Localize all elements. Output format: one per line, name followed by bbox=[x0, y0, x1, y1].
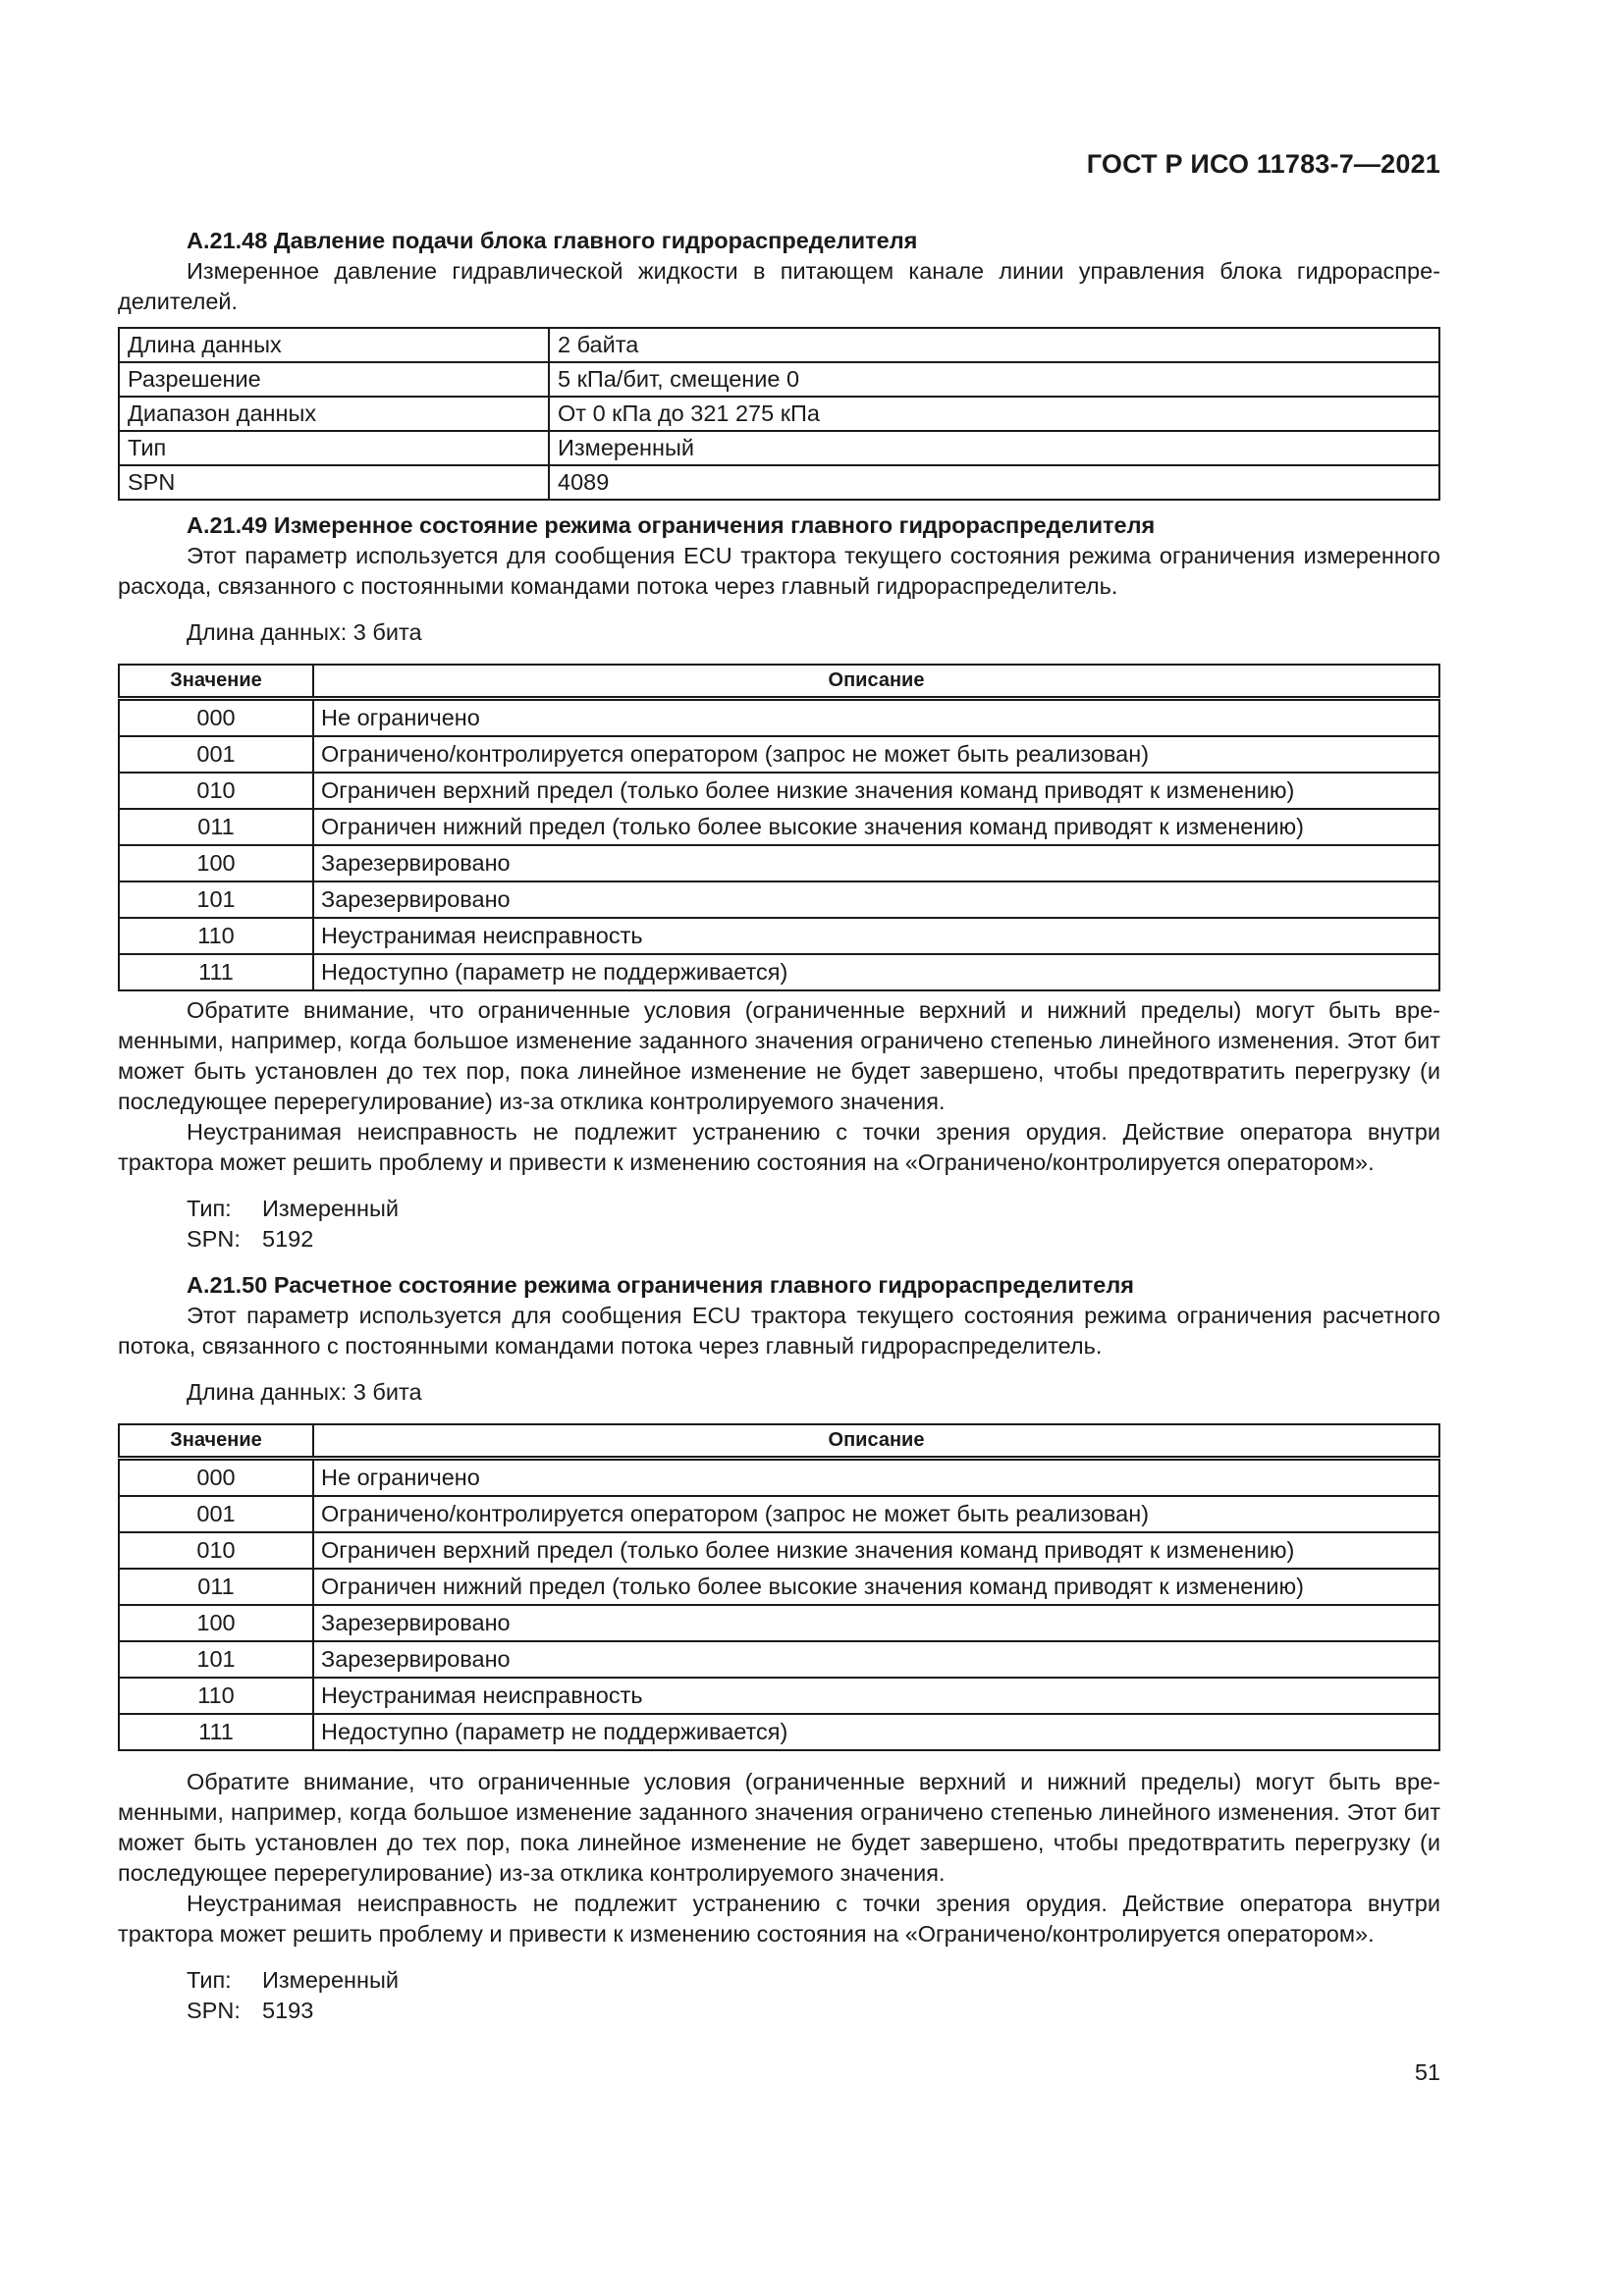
type-label: Тип: bbox=[187, 1967, 232, 1993]
type-value: Измеренный bbox=[262, 1967, 400, 1993]
table-row bbox=[119, 809, 1439, 845]
spn-value: 5192 bbox=[262, 1226, 314, 1252]
type-value: Измеренный bbox=[262, 1196, 400, 1221]
code-value: 100 bbox=[119, 845, 313, 881]
code-value: 011 bbox=[119, 1569, 313, 1605]
table-row bbox=[119, 1714, 1439, 1750]
section-49-text: Этот параметр используется для сообщения ECU трактора текущего состояния режима ограничения измеренного расхода, связанного с постоянными командами потока через главный гидрораспределитель. bbox=[118, 543, 1440, 599]
table-header-row bbox=[119, 1424, 1439, 1459]
code-value: 110 bbox=[119, 1678, 313, 1714]
section-50-values-table bbox=[118, 1423, 1440, 1751]
code-description: Ограничен верхний предел (только более низкие значения команд приводят к изменению) bbox=[313, 1532, 1439, 1569]
param-name: Длина данных bbox=[119, 328, 549, 362]
page-number: 51 bbox=[1414, 2059, 1440, 2085]
code-value: 100 bbox=[119, 1605, 313, 1641]
param-name: Тип bbox=[119, 431, 549, 465]
code-description: Недоступно (параметр не поддерживается) bbox=[313, 954, 1439, 990]
code-description: Ограничено/контролируется оператором (запрос не может быть реализован) bbox=[313, 1496, 1439, 1532]
section-49-type bbox=[118, 1194, 1440, 1224]
code-description: Неустранимая неисправность bbox=[313, 1678, 1439, 1714]
type-label: Тип: bbox=[187, 1196, 232, 1221]
section-50-note-2: Неустранимая неисправность не подлежит устранению с точки зрения орудия. Действие оператора внутри трактора может решить проблему и привести к изменению состояния на «Ограничено/контролируется оператором». bbox=[118, 1891, 1440, 1947]
table-row bbox=[119, 431, 1439, 465]
code-description: Зарезервировано bbox=[313, 1641, 1439, 1678]
section-48-params-table bbox=[118, 327, 1440, 501]
section-50-note-1: Обратите внимание, что ограниченные условия (ограниченные верхний и нижний пределы) могут быть временными, например, когда большое изменение заданного значения ограничено степенью линейного изменения. Этот бит может быть установлен до тех пор, пока линейное изменение не будет завершено, чтобы предотвратить перегрузку (и последующее перерегулирование) из-за отклика контролируемого значения. bbox=[118, 1769, 1440, 1886]
section-49-spn bbox=[118, 1224, 1440, 1255]
document-code: ГОСТ Р ИСО 11783-7—2021 bbox=[1086, 149, 1440, 179]
table-row bbox=[119, 397, 1439, 431]
table-row bbox=[119, 328, 1439, 362]
section-49-values-table bbox=[118, 664, 1440, 991]
section-50-spn bbox=[118, 1996, 1440, 2026]
code-description: Ограничен верхний предел (только более низкие значения команд приводят к изменению) bbox=[313, 773, 1439, 809]
section-49-data-length: Длина данных: 3 бита bbox=[187, 619, 422, 645]
table-row bbox=[119, 699, 1439, 737]
param-name: Разрешение bbox=[119, 362, 549, 397]
table-row bbox=[119, 954, 1439, 990]
table-row bbox=[119, 845, 1439, 881]
param-name: SPN bbox=[119, 465, 549, 500]
table-row bbox=[119, 1678, 1439, 1714]
code-value: 010 bbox=[119, 773, 313, 809]
code-description: Ограничен нижний предел (только более высокие значения команд приводят к изменению) bbox=[313, 1569, 1439, 1605]
spn-label: SPN: bbox=[187, 1998, 241, 2023]
code-value: 000 bbox=[119, 1459, 313, 1497]
table-row bbox=[119, 918, 1439, 954]
section-50-text: Этот параметр используется для сообщения ECU трактора текущего состояния режима ограничения расчетного потока, связанного с постоянными командами потока через главный гидрораспределитель. bbox=[118, 1303, 1440, 1359]
code-value: 101 bbox=[119, 1641, 313, 1678]
column-header-description: Описание bbox=[313, 665, 1439, 699]
page-content bbox=[118, 226, 1440, 2026]
code-value: 001 bbox=[119, 736, 313, 773]
table-row bbox=[119, 465, 1439, 500]
table-header-row bbox=[119, 665, 1439, 699]
section-48-title: A.21.48 Давление подачи блока главного гидрораспределителя bbox=[187, 228, 918, 253]
code-description: Зарезервировано bbox=[313, 845, 1439, 881]
table-row bbox=[119, 1532, 1439, 1569]
table-row bbox=[119, 1641, 1439, 1678]
column-header-value: Значение bbox=[119, 665, 313, 699]
table-row bbox=[119, 1569, 1439, 1605]
section-49-note-1: Обратите внимание, что ограниченные условия (ограниченные верхний и нижний пределы) могут быть временными, например, когда большое изменение заданного значения ограничено степенью линейного изменения. Этот бит может быть установлен до тех пор, пока линейное изменение не будет завершено, чтобы предотвратить перегрузку (и последующее перерегулирование) из-за отклика контролируемого значения. bbox=[118, 997, 1440, 1114]
column-header-description: Описание bbox=[313, 1424, 1439, 1459]
code-description: Ограничен нижний предел (только более высокие значения команд приводят к изменению) bbox=[313, 809, 1439, 845]
table-row bbox=[119, 362, 1439, 397]
code-description: Зарезервировано bbox=[313, 881, 1439, 918]
table-row bbox=[119, 1496, 1439, 1532]
table-row bbox=[119, 736, 1439, 773]
section-48-text: Измеренное давление гидравлической жидкости в питающем канале линии управления блока гидрораспределителей. bbox=[118, 258, 1440, 314]
code-description: Зарезервировано bbox=[313, 1605, 1439, 1641]
param-name: Диапазон данных bbox=[119, 397, 549, 431]
spn-value: 5193 bbox=[262, 1998, 314, 2023]
code-description: Неустранимая неисправность bbox=[313, 918, 1439, 954]
column-header-value: Значение bbox=[119, 1424, 313, 1459]
table-row bbox=[119, 773, 1439, 809]
section-50-title: A.21.50 Расчетное состояние режима ограничения главного гидрораспределителя bbox=[187, 1272, 1134, 1298]
code-value: 011 bbox=[119, 809, 313, 845]
code-value: 000 bbox=[119, 699, 313, 737]
code-value: 010 bbox=[119, 1532, 313, 1569]
code-value: 111 bbox=[119, 1714, 313, 1750]
spn-label: SPN: bbox=[187, 1226, 241, 1252]
section-49-title: A.21.49 Измеренное состояние режима ограничения главного гидрораспределителя bbox=[187, 512, 1156, 538]
code-value: 110 bbox=[119, 918, 313, 954]
section-49-note-2: Неустранимая неисправность не подлежит устранению с точки зрения орудия. Действие оператора внутри трактора может решить проблему и привести к изменению состояния на «Ограничено/контролируется оператором». bbox=[118, 1119, 1440, 1175]
param-value: 4089 bbox=[549, 465, 1439, 500]
table-row bbox=[119, 1605, 1439, 1641]
code-description: Недоступно (параметр не поддерживается) bbox=[313, 1714, 1439, 1750]
param-value: 5 кПа/бит, смещение 0 bbox=[549, 362, 1439, 397]
table-row bbox=[119, 881, 1439, 918]
param-value: Измеренный bbox=[549, 431, 1439, 465]
param-value: 2 байта bbox=[549, 328, 1439, 362]
section-50-data-length: Длина данных: 3 бита bbox=[187, 1379, 422, 1405]
code-description: Ограничено/контролируется оператором (запрос не может быть реализован) bbox=[313, 736, 1439, 773]
code-description: Не ограничено bbox=[313, 1459, 1439, 1497]
param-value: От 0 кПа до 321 275 кПа bbox=[549, 397, 1439, 431]
section-50-type bbox=[118, 1965, 1440, 1996]
code-value: 001 bbox=[119, 1496, 313, 1532]
code-value: 101 bbox=[119, 881, 313, 918]
code-value: 111 bbox=[119, 954, 313, 990]
code-description: Не ограничено bbox=[313, 699, 1439, 737]
table-row bbox=[119, 1459, 1439, 1497]
